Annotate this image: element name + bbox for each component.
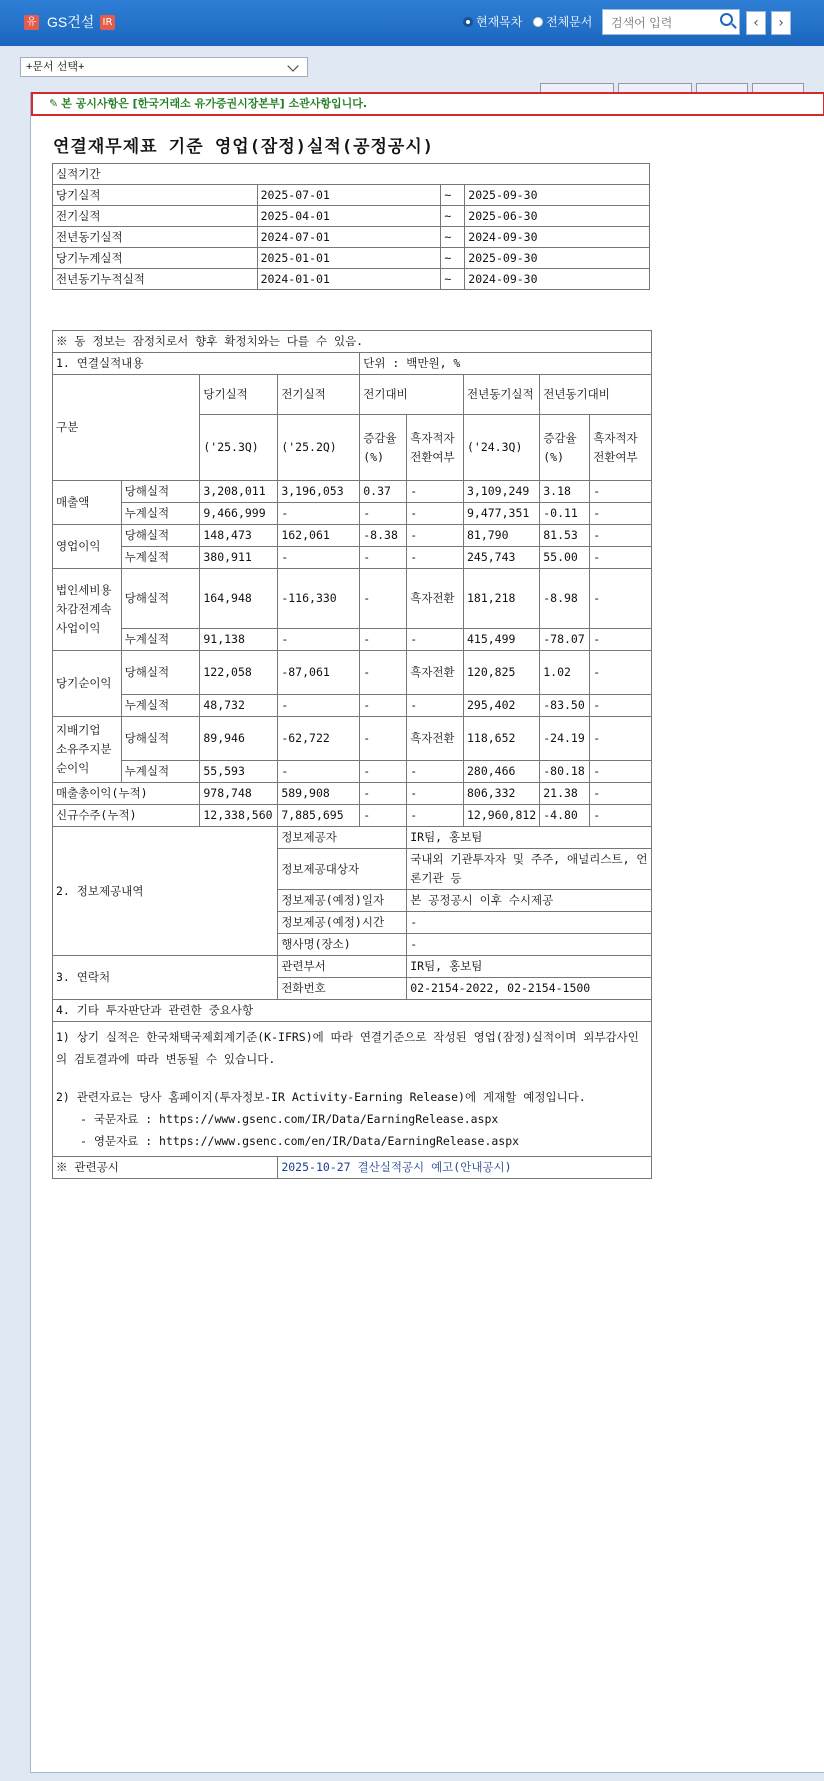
table-row: 매출액 당해실적 3,208,011 3,196,053 0.37 - 3,109,249 3.18 - (53, 481, 652, 503)
table-row: 행사명(장소) - (53, 934, 652, 956)
table-row: 정보제공대상자 국내외 기관투자자 및 주주, 애널리스트, 언론기관 등 (53, 849, 652, 890)
pencil-icon: ✎ (49, 97, 59, 110)
col-yoy-cmp: 전년동기대비 (540, 375, 652, 415)
table-row: 신규수주(누적) 12,338,560 7,885,695 - - 12,960,812 -4.80 - (53, 805, 652, 827)
period-table (52, 163, 650, 290)
radio-on-icon[interactable] (463, 17, 473, 27)
table-row: 누계실적 380,911 - - - 245,743 55.00 - (53, 547, 652, 569)
table-row: 지배기업 소유주지분 순이익 당해실적 89,946 -62,722 - 흑자전환 118,652 -24.19 - (53, 717, 652, 761)
table-row: 전년동기실적 2024-07-01 ~ 2024-09-30 (53, 227, 650, 248)
col-prev-cmp: 전기대비 (360, 375, 464, 415)
unit-label: 단위 : 백만원, % (360, 353, 652, 375)
top-bar (0, 0, 824, 46)
item-name: 지배기업 소유주지분 순이익 (53, 717, 122, 783)
table-row: 당기순이익 당해실적 122,058 -87,061 - 흑자전환 120,825 1.02 - (53, 651, 652, 695)
table-row: 전화번호 02-2154-2022, 02-2154-1500 (53, 978, 652, 1000)
table-row: 당기실적 2025-07-01 ~ 2025-09-30 (53, 185, 650, 206)
col-gubun: 구분 (53, 375, 200, 481)
search-box (602, 9, 740, 35)
doc-badge-icon: 유 (24, 15, 39, 30)
table-row: 전기실적 2025-04-01 ~ 2025-06-30 (53, 206, 650, 227)
results-table: ※ 동 정보는 잠정치로서 향후 확정치와는 다를 수 있음. 1. 연결실적내용 단위 : 백만원, % 구분 당기실적 전기실적 전기대비 전년동기실적 전년동기대비 ('25.3Q) ('25.2Q) 증감율(%) 흑자적자전환여부 ('24.3Q) 증감율(%) 흑자적자전환여부 매출액 당해실적 3,208,011 3,196,053 0.37 - 3,109,249 3.18 - 누계실적 9,466,999 - - - 9,477,351 -0.11 - 영업이익 당해실적 148,473 162,061 -8.38 - 81,790 81.53 - 누계실적 380,911 - - - 245,743 55.00 - 법인세비용차감전계속사업이익 당해실적 164,948 -116,330 - 흑자전환 181,218 -8.98 - 누계실적 91,138 - - - 415,499 -78.07 - 당기순이익 당해실적 122,058 -87,061 - 흑자전환 120,825 1.02 - 누계실적 48,732 - - - 295,402 -83.50 - 지배기업 소유주지분 순이익 당해실적 89,946 -62,722 - 흑자전환 118,652 -24.19 - 누계실적 55,593 - - - 280,466 -80.18 - 매출총이익(누적) 978,748 589,908 - - 806,332 21.38 - 신규수주(누적) 12,338,560 7,885,695 - - 12,960,812 -4.80 - 2. 정보제공내역 정보제공자 IR팀, 홍보팀 정보제공대상자 국내외 기관투자자 및 주주, 애널리스트, 언론기관 등 정보제공(예정)일자 본 공정공시 이후 수시제공 정보제공(예정)시간 - 행사명(장소) - 3. 연락처 관련부서 IR팀, 홍보팀 전화번호 02-2154-2022, 02-2154-1500 4. 기타 투자판단과 관련한 중요사항 1) 상기 실적은 한국채택국제회계기준(K-IFRS)에 따라 연결기준으로 작성된 영업(잠정)실적이며 외부감사인의 검토결과에 따라 변동될 수 있습니다. 2) 관련자료는 당사 홈페이지(투자정보-IR Activity-Earning Release)에 게재할 예정입니다. - 국문자료 : https://www.gsenc.com/IR/Data/EarningRelease.aspx - 영문자료 : https://www.gsenc.com/en/IR/Data/EarningRelease.aspx ※ 관련공시 2025-10-27 결산실적공시 예고(안내공시) (52, 330, 652, 1179)
item-name: 법인세비용차감전계속사업이익 (53, 569, 122, 651)
section-3-title: 3. 연락처 (53, 956, 278, 1000)
table-row: 당기누계실적 2025-01-01 ~ 2025-09-30 (53, 248, 650, 269)
chevron-down-icon (287, 60, 298, 71)
radio-current-toc[interactable]: 현재목차 (463, 13, 522, 30)
notice-banner: ✎ 본 공시사항은 [한국거래소 유가증권시장본부] 소관사항입니다. (31, 92, 824, 116)
table-row: 누계실적 55,593 - - - 280,466 -80.18 - (53, 761, 652, 783)
table-row: 전년동기누적실적 2024-01-01 ~ 2024-09-30 (53, 269, 650, 290)
col-yoy: 전년동기실적 (463, 375, 539, 415)
item-name: 당기순이익 (53, 651, 122, 717)
section-4-title: 4. 기타 투자판단과 관련한 중요사항 (53, 1000, 652, 1022)
table-row: 누계실적 48,732 - - - 295,402 -83.50 - (53, 695, 652, 717)
disclaimer: ※ 동 정보는 잠정치로서 향후 확정치와는 다를 수 있음. (53, 331, 652, 353)
radio-off-icon[interactable] (533, 17, 543, 27)
table-row: 법인세비용차감전계속사업이익 당해실적 164,948 -116,330 - 흑자전환 181,218 -8.98 - (53, 569, 652, 629)
ir-badge-icon[interactable]: IR (100, 15, 115, 30)
search-icon[interactable] (720, 13, 733, 26)
table-row: ※ 관련공시 2025-10-27 결산실적공시 예고(안내공시) (53, 1157, 652, 1179)
english-doc-link[interactable]: - 영문자료 : https://www.gsenc.com/en/IR/Data/EarningRelease.aspx (80, 1134, 520, 1148)
table-row: 2. 정보제공내역 정보제공자 IR팀, 홍보팀 (53, 827, 652, 849)
next-button[interactable]: › (771, 11, 791, 35)
page-title: 연결재무제표 기준 영업(잠정)실적(공정공시) (53, 137, 435, 157)
related-disclosure-link[interactable]: 2025-10-27 결산실적공시 예고(안내공시) (278, 1157, 652, 1179)
section-2-title: 2. 정보제공내역 (53, 827, 278, 956)
item-name: 영업이익 (53, 525, 122, 569)
company-name[interactable]: GS건설 (47, 14, 95, 30)
period-header: 실적기간 (53, 164, 650, 185)
table-row: 영업이익 당해실적 148,473 162,061 -8.38 - 81,790 81.53 - (53, 525, 652, 547)
korean-doc-link[interactable]: - 국문자료 : https://www.gsenc.com/IR/Data/EarningRelease.aspx (80, 1112, 499, 1126)
table-row: 3. 연락처 관련부서 IR팀, 홍보팀 (53, 956, 652, 978)
prev-button[interactable]: ‹ (746, 11, 766, 35)
table-row: 정보제공(예정)시간 - (53, 912, 652, 934)
table-row: 정보제공(예정)일자 본 공정공시 이후 수시제공 (53, 890, 652, 912)
table-row: 누계실적 91,138 - - - 415,499 -78.07 - (53, 629, 652, 651)
table-row: 매출총이익(누적) 978,748 589,908 - - 806,332 21.38 - (53, 783, 652, 805)
radio-all-docs[interactable]: 전체문서 (533, 13, 592, 30)
section-1-title: 1. 연결실적내용 (53, 353, 360, 375)
col-cur: 당기실적 (200, 375, 278, 415)
document-select[interactable]: +문서 선택+ (20, 57, 308, 77)
col-prev: 전기실적 (278, 375, 360, 415)
search-input[interactable] (609, 11, 717, 35)
notes-block: 1) 상기 실적은 한국채택국제회계기준(K-IFRS)에 따라 연결기준으로 작성된 영업(잠정)실적이며 외부감사인의 검토결과에 따라 변동될 수 있습니다. 2) 관련자료는 당사 홈페이지(투자정보-IR Activity-Earning Release)에 게재할 예정입니다. - 국문자료 : https://www.gsenc.com/IR/Data/EarningRelease.aspx - 영문자료 : https://www.gsenc.com/en/IR/Data/EarningRelease.aspx (53, 1022, 652, 1157)
table-row: 누계실적 9,466,999 - - - 9,477,351 -0.11 - (53, 503, 652, 525)
item-name: 매출액 (53, 481, 122, 525)
document-content (30, 92, 824, 1773)
